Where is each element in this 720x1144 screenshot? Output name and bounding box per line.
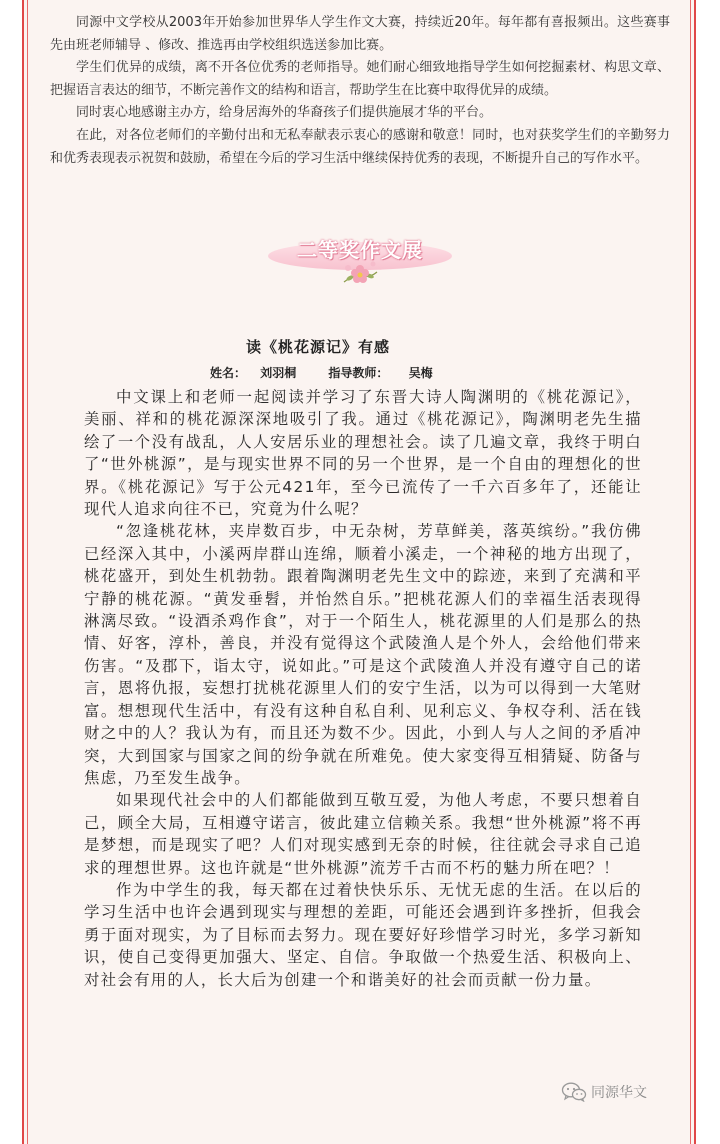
essay-paragraph: 作为中学生的我，每天都在过着快快乐乐、无忧无虑的生活。在以后的学习生活中也许会遇到现实与理想的差距，可能还会遇到许多挫折，但我会勇于面对现实，为了目标而去努力。现在要好好珍惜学习时光，多学习新知识，使自己变得更加强大、坚定、自信。争取做一个热爱生活、积极向上、对社会有用的人，长大后为创建一个和谐美好的社会而贡献一份力量。 <box>84 880 642 989</box>
byline <box>210 364 433 381</box>
essay-paragraph: 如果现代社会中的人们都能做到互敬互爱，为他人考虑，不要只想着自己，顾全大局，互相遵守诺言，彼此建立信赖关系。我想“世外桃源”将不再是梦想，而是现实了吧？人们对现实感到无奈的时候，往往就会寻求自己追求的理想世界。这也许就是“世外桃源”流芳千古而不朽的魅力所在吧？！ <box>84 791 642 877</box>
teacher-label: 指导教师： <box>328 366 389 380</box>
essay-title: 读《桃花源记》有感 <box>245 338 390 356</box>
flower-icon <box>340 256 380 290</box>
teacher-name: 吴梅 <box>408 366 433 380</box>
intro-paragraph: 在此，对各位老师们的辛勤付出和无私奉献表示衷心的感谢和敬意！同时，也对获奖学生们的辛勤努力和优秀表现表示祝贺和鼓励，希望在今后的学习生活中继续保持优秀的表现，不断提升自己的写作水平。 <box>50 127 670 166</box>
wechat-icon <box>561 1082 587 1102</box>
section-banner <box>268 228 452 292</box>
author-name: 刘羽桐 <box>260 366 297 380</box>
intro-paragraph: 同时衷心地感谢主办方，给身居海外的华裔孩子们提供施展才华的平台。 <box>76 105 493 121</box>
essay-title-row <box>0 336 720 357</box>
watermark <box>561 1082 647 1102</box>
intro-paragraph: 同源中文学校从2003年开始参加世界华人学生作文大赛，持续近20年。每年都有喜报频出。这些赛事先由班老师辅导 、修改、推选再由学校组织选送参加比赛。 <box>50 15 670 53</box>
essay-paragraph: 中文课上和老师一起阅读并学习了东晋大诗人陶渊明的《桃花源记》，美丽、祥和的桃花源深深地吸引了我。通过《桃花源记》，陶渊明老先生描绘了一个没有战乱，人人安居乐业的理想社会。读了几遍文章，我终于明白了“世外桃源”，是与现实世界不同的另一个世界，是一个自由的理想化的世界。《桃花源记》写于公元421年，至今已流传了一千六百多年了，还能让现代人追求向往不已，究竟为什么呢？ <box>84 388 642 519</box>
watermark-text: 同源华文 <box>591 1085 647 1101</box>
intro-paragraph: 学生们优异的成绩，离不开各位优秀的老师指导。她们耐心细致地指导学生如何挖掘素材、构思文章、把握语言表达的细节，不断完善作文的结构和语言，帮助学生在比赛中取得优异的成绩。 <box>50 60 670 98</box>
intro-section <box>50 12 670 170</box>
essay-body <box>84 386 642 991</box>
name-label: 姓名： <box>210 366 247 380</box>
essay-paragraph: “忽逢桃花林，夹岸数百步，中无杂树，芳草鲜美，落英缤纷。”我仿佛已经深入其中，小溪两岸群山连绵，顺着小溪走，一个神秘的地方出现了，桃花盛开，到处生机勃勃。跟着陶渊明老先生文中的踪迹，来到了充满和平宁静的桃花源。“黄发垂髫，并怡然自乐。”把桃花源人们的幸福生活表现得淋漓尽致。“设酒杀鸡作食”，对于一个陌生人，桃花源里的人们是那么的热情、好客，淳朴，善良，并没有觉得这个武陵渔人是个外人，会给他们带来伤害。“及郡下，诣太守，说如此。”可是这个武陵渔人并没有遵守自己的诺言，恩将仇报，妄想打扰桃花源里人们的安宁生活，以为可以得到一大笔财富。想想现代生活中，有没有这种自私自利、见利忘义、争权夺利、活在钱财之中的人？我认为有，而且还为数不少。因此，小到人与人之间的矛盾冲突，大到国家与国家之间的纷争就在所难免。使大家变得互相猜疑、防备与焦虑，乃至发生战争。 <box>84 522 642 787</box>
banner-title: 二等奖作文展 <box>297 238 423 262</box>
